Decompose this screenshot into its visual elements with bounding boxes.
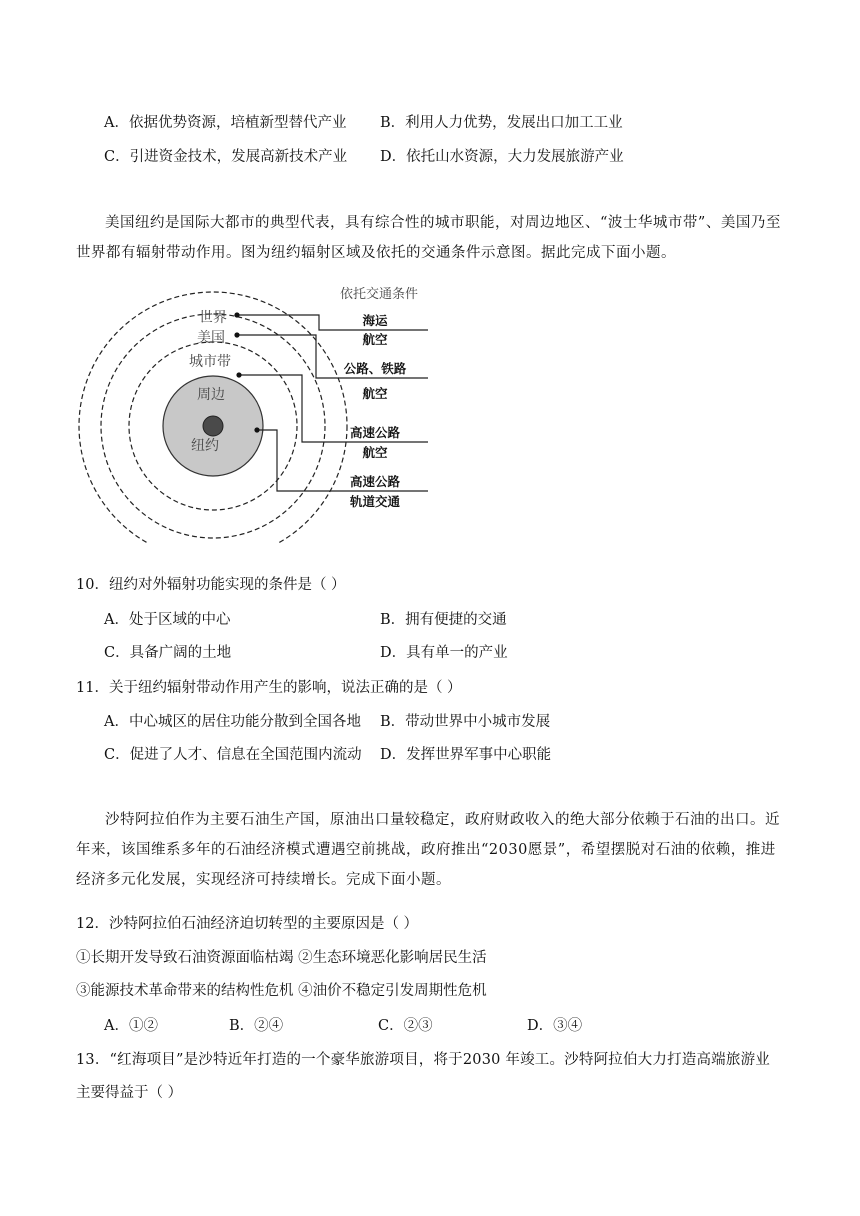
- passage-newyork-text: 美国纽约是国际大都市的典型代表，具有综合性的城市职能，对周边地区、“波士华城市带”、美国乃至世界都有辐射带动作用。图为纽约辐射区域及依托的交通条件示意图。据此完成下面小题。: [76, 215, 781, 261]
- option-c: C．引进资金技术，发展高新技术产业: [104, 149, 348, 165]
- connector-world: [237, 315, 428, 330]
- cond-newyork-2: 轨道交通: [349, 494, 401, 509]
- q12-statements-2: ③能源技术革命带来的结构性危机 ④油价不稳定引发周期性危机: [76, 983, 487, 999]
- q11-option-b: B．带动世界中小城市发展: [380, 714, 551, 730]
- newyork-radiation-diagram: [70, 278, 450, 543]
- label-usa: 美国: [197, 330, 225, 346]
- q12-stem: 12．沙特阿拉伯石油经济迫切转型的主要原因是（ ）: [76, 916, 419, 932]
- cond-world-2: 航空: [362, 332, 388, 347]
- dot-newyork: [254, 427, 259, 432]
- option-d: D．依托山水资源，大力发展旅游产业: [380, 149, 624, 165]
- label-world: 世界: [199, 310, 227, 326]
- cond-newyork-1: 高速公路: [349, 474, 401, 489]
- label-newyork: 纽约: [191, 438, 219, 454]
- dot-world: [234, 312, 239, 317]
- passage-saudi: [76, 805, 788, 895]
- q12-option-b: B．②④: [229, 1018, 284, 1034]
- q10-option-c: C．具备广阔的土地: [104, 645, 232, 661]
- q12-statements-1: ①长期开发导致石油资源面临枯竭 ②生态环境恶化影响居民生活: [76, 950, 487, 966]
- q10-option-b: B．拥有便捷的交通: [380, 612, 507, 628]
- dot-megalopolis: [236, 372, 241, 377]
- option-b: B．利用人力优势，发展出口加工工业: [380, 115, 623, 131]
- q12-option-c: C．②③: [378, 1018, 433, 1034]
- cond-megalopolis-1: 高速公路: [349, 425, 401, 440]
- q10-option-d: D．具有单一的产业: [380, 645, 508, 661]
- q11-option-d: D．发挥世界军事中心职能: [380, 747, 552, 763]
- label-megalopolis: 城市带: [189, 354, 231, 370]
- q13-stem-line1: 13．“红海项目”是沙特近年打造的一个豪华旅游项目，将于2030 年竣工。沙特阿拉伯大力打造高端旅游业: [76, 1052, 770, 1068]
- q12-option-a: A．①②: [104, 1018, 158, 1034]
- q11-option-a: A．中心城区的居住功能分散到全国各地: [104, 714, 361, 730]
- q11-option-c: C．促进了人才、信息在全国范围内流动: [104, 747, 362, 763]
- cond-usa-1: 公路、铁路: [343, 361, 407, 376]
- q10-stem: 10．纽约对外辐射功能实现的条件是（ ）: [76, 577, 346, 593]
- newyork-core: [203, 416, 223, 436]
- label-surrounding: 周边: [197, 387, 225, 403]
- cond-world-1: 海运: [362, 313, 388, 328]
- q13-stem-line2: 主要得益于（ ）: [76, 1085, 183, 1101]
- cond-megalopolis-2: 航空: [362, 445, 388, 460]
- dot-usa: [234, 332, 239, 337]
- q10-option-a: A．处于区域的中心: [104, 612, 231, 628]
- q12-option-d: D．③④: [527, 1018, 583, 1034]
- option-a: A．依据优势资源，培植新型替代产业: [104, 115, 347, 131]
- diagram-title: 依托交通条件: [340, 287, 419, 302]
- q11-stem: 11．关于纽约辐射带动作用产生的影响，说法正确的是（ ）: [76, 680, 462, 696]
- passage-saudi-text: 沙特阿拉伯作为主要石油生产国，原油出口量较稳定，政府财政收入的绝大部分依赖于石油的出口。近年来，该国维系多年的石油经济模式遭遇空前挑战，政府推出“2030愿景”，希望摆脱对石油的依赖，推进经济多元化发展，实现经济可持续增长。完成下面小题。: [76, 812, 780, 888]
- passage-newyork: [76, 208, 788, 268]
- cond-usa-2: 航空: [362, 386, 388, 401]
